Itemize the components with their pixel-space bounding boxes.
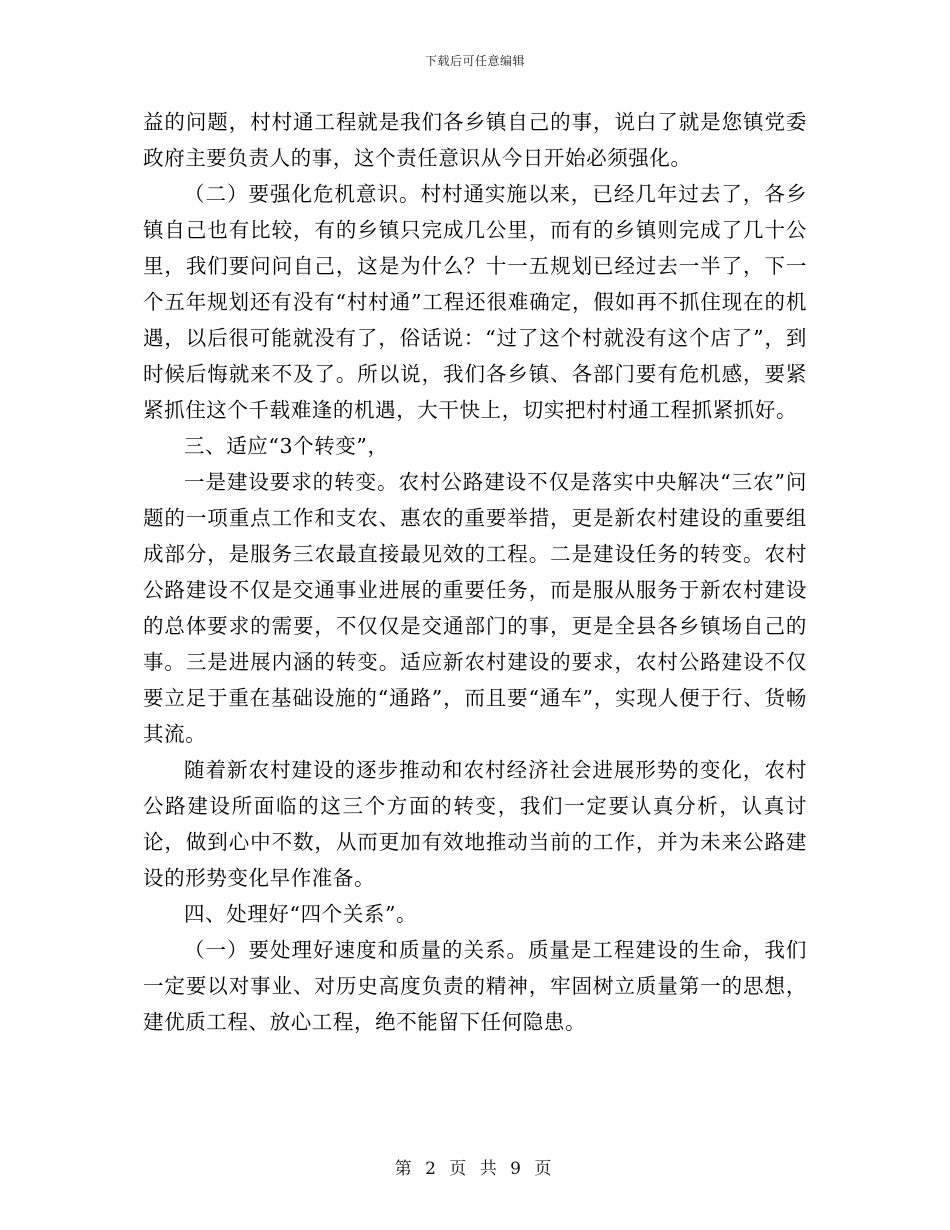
page-header-note: 下载后可任意编辑 — [424, 54, 525, 68]
section-heading: 四、处理好“四个关系”。 — [184, 902, 418, 926]
document-body — [143, 104, 807, 1040]
paragraph: （二）要强化危机意识。村村通实施以来，已经几年过去了，各乡镇自己也有比较，有的乡镇只完成几公里，而有的乡镇则完成了几十公里，我们要问问自己，这是为什么？十一五规划已经过去一半了，下一个五年规划还有没有“村村通”工程还很难确定，假如再不抓住现在的机遇，以后很可能就没有了，俗话说：“过了这个村就没有这个店了”，到时候后悔就来不及了。所以说，我们各乡镇、各部门要有危机感，要紧紧抓住这个千载难逢的机遇，大干快上，切实把村村通工程抓紧抓好。 — [143, 182, 807, 422]
paragraph: 益的问题，村村通工程就是我们各乡镇自己的事，说白了就是您镇党委政府主要负责人的事，这个责任意识从今日开始必须强化。 — [143, 110, 807, 170]
section-heading: 三、适应“3个转变”， — [184, 434, 389, 458]
page-number: 第 2 页 共 9 页 — [394, 1159, 556, 1179]
paragraph: 随着新农村建设的逐步推动和农村经济社会进展形势的变化，农村公路建设所面临的这三个方面的转变，我们一定要认真分析，认真讨论，做到心中不数，从而更加有效地推动当前的工作，并为未来公路建设的形势变化早作准备。 — [143, 758, 807, 890]
paragraph: 一是建设要求的转变。农村公路建设不仅是落实中央解决“三农”问题的一项重点工作和支农、惠农的重要举措，更是新农村建设的重要组成部分，是服务三农最直接最见效的工程。二是建设任务的转变。农村公路建设不仅是交通事业进展的重要任务，而是服从服务于新农村建设的总体要求的需要，不仅仅是交通部门的事，更是全县各乡镇场自己的事。三是进展内涵的转变。适应新农村建设的要求，农村公路建设不仅要立足于重在基础设施的“通路”，而且要“通车”，实现人便于行、货畅其流。 — [143, 470, 807, 746]
paragraph: （一）要处理好速度和质量的关系。质量是工程建设的生命，我们一定要以对事业、对历史高度负责的精神，牢固树立质量第一的思想，建优质工程、放心工程，绝不能留下任何隐患。 — [143, 938, 807, 1034]
